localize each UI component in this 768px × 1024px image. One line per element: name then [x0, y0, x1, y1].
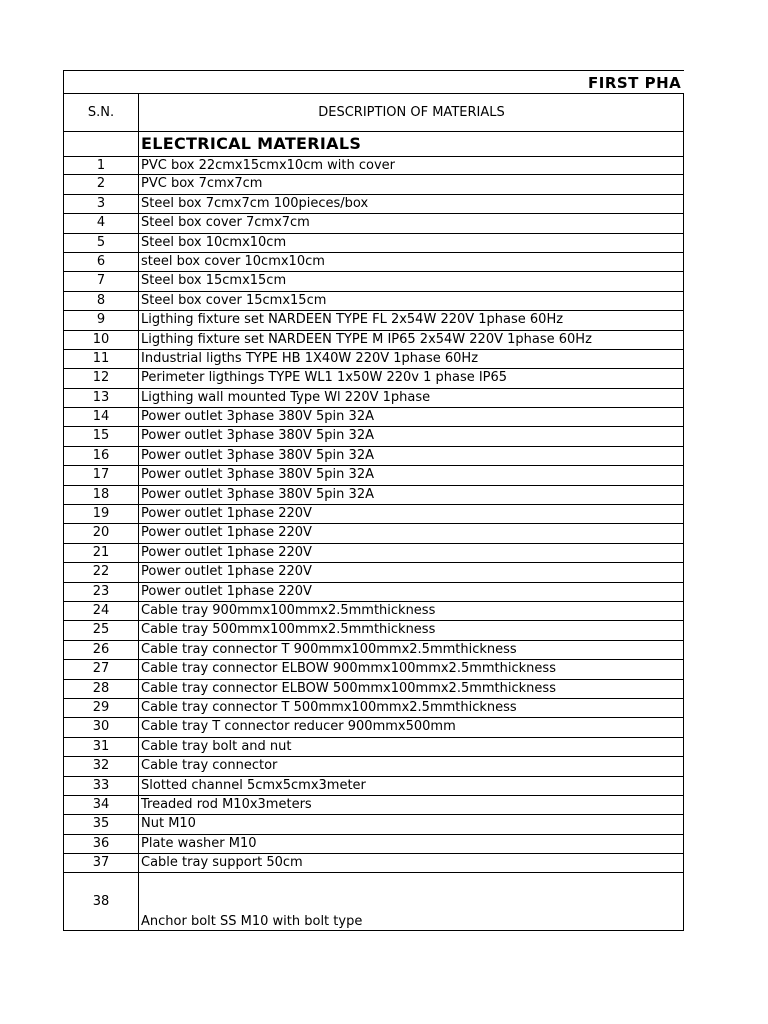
header-description: DESCRIPTION OF MATERIALS — [318, 105, 505, 120]
row-description: Perimeter ligthings TYPE WL1 1x50W 220v 1 phase IP65 — [138, 369, 684, 387]
row-description: Power outlet 3phase 380V 5pin 32A — [138, 466, 684, 484]
row-description: Cable tray bolt and nut — [138, 738, 684, 756]
row-sn: 8 — [64, 292, 139, 310]
row-description: Cable tray connector T 900mmx100mmx2.5mmthickness — [138, 641, 684, 659]
row-sn: 2 — [64, 175, 139, 193]
row-sn: 3 — [64, 195, 139, 213]
table-row — [64, 369, 684, 388]
table-row — [64, 253, 684, 272]
row-description: PVC box 22cmx15cmx10cm with cover — [138, 157, 684, 174]
row-description: Power outlet 1phase 220V — [138, 505, 684, 523]
row-description: Cable tray connector ELBOW 900mmx100mmx2.5mmthickness — [138, 660, 684, 678]
row-sn: 21 — [64, 544, 139, 562]
row-description: Power outlet 3phase 380V 5pin 32A — [138, 486, 684, 504]
row-description: Power outlet 3phase 380V 5pin 32A — [138, 408, 684, 426]
row-sn: 17 — [64, 466, 139, 484]
row-description: Slotted channel 5cmx5cmx3meter — [138, 777, 684, 795]
table-row — [64, 292, 684, 311]
table-row — [64, 680, 684, 699]
row-description: Cable tray connector — [138, 757, 684, 775]
row-sn: 4 — [64, 214, 139, 232]
row-description: Steel box cover 15cmx15cm — [138, 292, 684, 310]
row-sn: 19 — [64, 505, 139, 523]
table-row — [64, 854, 684, 873]
row-sn: 7 — [64, 272, 139, 290]
row-sn: 28 — [64, 680, 139, 698]
row-description: steel box cover 10cmx10cm — [138, 253, 684, 271]
table-row — [64, 641, 684, 660]
row-description: Plate washer M10 — [138, 835, 684, 853]
row-sn: 36 — [64, 835, 139, 853]
table-right-border — [683, 94, 684, 931]
row-sn: 27 — [64, 660, 139, 678]
row-description: Power outlet 1phase 220V — [138, 583, 684, 601]
table-row — [64, 195, 684, 214]
row-sn: 24 — [64, 602, 139, 620]
row-sn: 12 — [64, 369, 139, 387]
row-sn: 29 — [64, 699, 139, 717]
section-row — [64, 132, 684, 156]
row-sn: 25 — [64, 621, 139, 639]
sheet-title: FIRST PHA — [588, 74, 682, 92]
row-description: Cable tray support 50cm — [138, 854, 684, 872]
table-row — [64, 873, 684, 931]
row-description: Cable tray T connector reducer 900mmx500mm — [138, 718, 684, 736]
row-sn: 26 — [64, 641, 139, 659]
table-row — [64, 815, 684, 834]
row-description: Ligthing wall mounted Type Wl 220V 1phase — [138, 389, 684, 407]
row-sn: 1 — [64, 157, 139, 174]
table-row — [64, 563, 684, 582]
table-row — [64, 272, 684, 291]
row-description: Power outlet 3phase 380V 5pin 32A — [138, 427, 684, 445]
row-description: Ligthing fixture set NARDEEN TYPE FL 2x54W 220V 1phase 60Hz — [138, 311, 684, 329]
row-sn: 5 — [64, 234, 139, 252]
row-sn: 38 — [64, 873, 139, 930]
row-description: Cable tray 500mmx100mmx2.5mmthickness — [138, 621, 684, 639]
row-description: Cable tray connector T 500mmx100mmx2.5mmthickness — [138, 699, 684, 717]
table-row — [64, 234, 684, 253]
row-sn: 11 — [64, 350, 139, 368]
row-description: Power outlet 1phase 220V — [138, 544, 684, 562]
row-sn: 31 — [64, 738, 139, 756]
row-description: Power outlet 3phase 380V 5pin 32A — [138, 447, 684, 465]
section-title: ELECTRICAL MATERIALS — [141, 134, 362, 153]
section-sn-cell — [64, 132, 139, 156]
row-sn: 6 — [64, 253, 139, 271]
row-description: Ligthing fixture set NARDEEN TYPE M IP65 2x54W 220V 1phase 60Hz — [138, 331, 684, 349]
row-sn: 14 — [64, 408, 139, 426]
row-sn: 23 — [64, 583, 139, 601]
table-row — [64, 602, 684, 621]
row-description: Nut M10 — [138, 815, 684, 833]
row-sn: 20 — [64, 524, 139, 542]
table-row — [64, 389, 684, 408]
row-sn: 15 — [64, 427, 139, 445]
row-sn: 37 — [64, 854, 139, 872]
table-row — [64, 621, 684, 640]
row-description: Power outlet 1phase 220V — [138, 563, 684, 581]
header-sn: S.N. — [64, 94, 139, 131]
row-sn: 16 — [64, 447, 139, 465]
table-row — [64, 660, 684, 679]
row-description: Industrial ligths TYPE HB 1X40W 220V 1phase 60Hz — [138, 350, 684, 368]
table-row — [64, 524, 684, 543]
table-row — [64, 447, 684, 466]
table-row — [64, 466, 684, 485]
row-sn: 18 — [64, 486, 139, 504]
table-row — [64, 544, 684, 563]
table-row — [64, 175, 684, 194]
row-description: Steel box 15cmx15cm — [138, 272, 684, 290]
row-sn: 22 — [64, 563, 139, 581]
table-row — [64, 408, 684, 427]
row-sn: 35 — [64, 815, 139, 833]
row-sn: 10 — [64, 331, 139, 349]
row-description: Cable tray connector ELBOW 500mmx100mmx2.5mmthickness — [138, 680, 684, 698]
table-row — [64, 796, 684, 815]
row-description: Steel box 7cmx7cm 100pieces/box — [138, 195, 684, 213]
items-body — [64, 156, 684, 873]
row-sn: 34 — [64, 796, 139, 814]
row-description: Steel box 10cmx10cm — [138, 234, 684, 252]
row-sn: 32 — [64, 757, 139, 775]
table-row — [64, 505, 684, 524]
table-row — [64, 718, 684, 737]
header-row — [64, 94, 684, 132]
table-row — [64, 583, 684, 602]
table-row — [64, 214, 684, 233]
table-row — [64, 350, 684, 369]
row-sn: 30 — [64, 718, 139, 736]
row-description: Power outlet 1phase 220V — [138, 524, 684, 542]
table-row — [64, 486, 684, 505]
table-row — [64, 427, 684, 446]
materials-table — [63, 70, 684, 931]
row-sn: 33 — [64, 777, 139, 795]
title-row — [64, 70, 684, 94]
table-row — [64, 777, 684, 796]
row-sn: 9 — [64, 311, 139, 329]
table-row — [64, 757, 684, 776]
table-row — [64, 311, 684, 330]
table-row — [64, 835, 684, 854]
table-row — [64, 699, 684, 718]
table-row — [64, 331, 684, 350]
row-description: Treaded rod M10x3meters — [138, 796, 684, 814]
row-description: PVC box 7cmx7cm — [138, 175, 684, 193]
row-description: Steel box cover 7cmx7cm — [138, 214, 684, 232]
table-row — [64, 738, 684, 757]
row-description: Anchor bolt SS M10 with bolt type — [138, 873, 684, 930]
table-row — [64, 156, 684, 175]
row-sn: 13 — [64, 389, 139, 407]
row-description: Cable tray 900mmx100mmx2.5mmthickness — [138, 602, 684, 620]
